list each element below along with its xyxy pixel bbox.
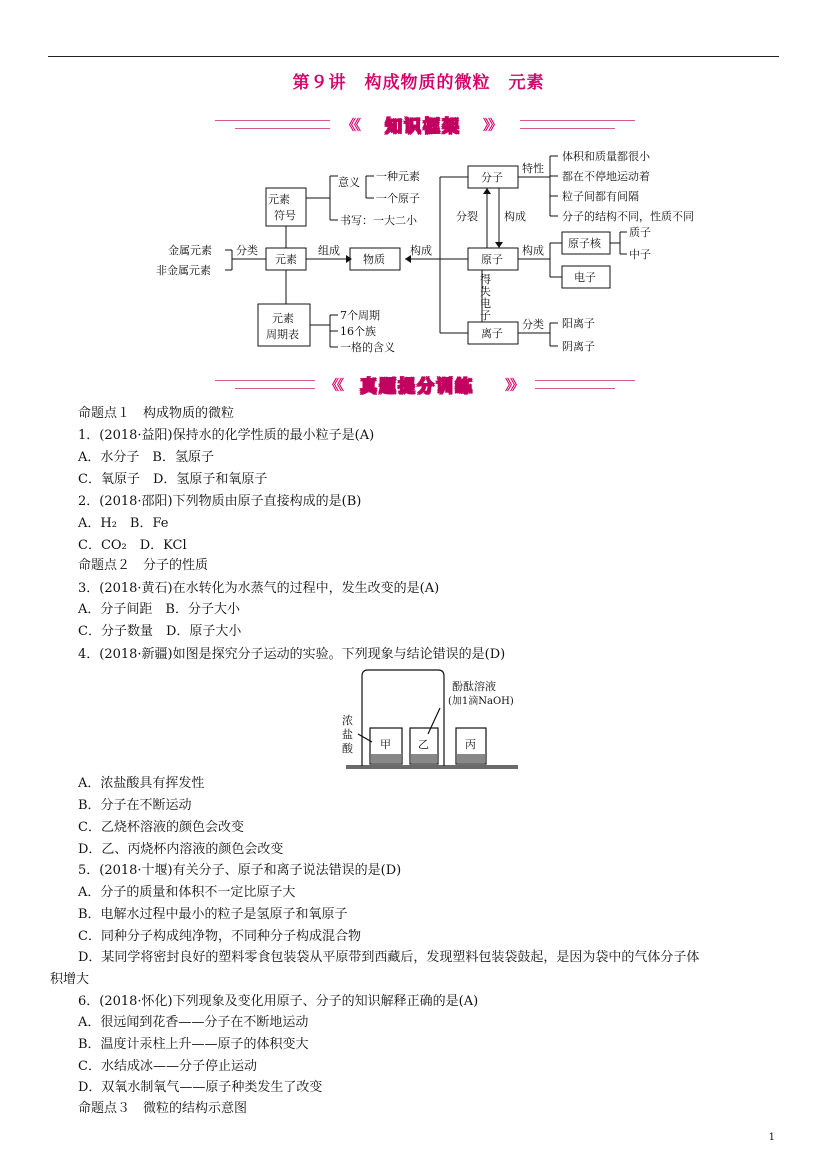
question-6-option-b: B．温度计汞柱上升——原子的体积变大	[78, 1037, 309, 1052]
experiment-figure	[340, 668, 520, 773]
metal-element: 金属元素	[168, 244, 212, 257]
question-5: 5．(2018·十堰)有关分子、原子和离子说法错误的是(D)	[78, 863, 402, 878]
header-rule	[48, 56, 779, 57]
label-classify2: 分类	[522, 318, 544, 331]
anion: 阴离子	[562, 340, 595, 353]
question-4-option-d: D．乙、丙烧杯内溶液的颜色会改变	[78, 842, 284, 857]
question-2-options-cd: C．CO₂ D．KCl	[78, 538, 187, 553]
label-classify: 分类	[236, 244, 258, 257]
question-1-options-ab: A．水分子 B．氢原子	[78, 450, 214, 465]
label-construct: 构成	[410, 244, 432, 257]
meaning-element: 一种元素	[376, 170, 420, 183]
label-trait: 特性	[522, 162, 544, 175]
box-electron: 电子	[574, 271, 596, 284]
label-compose: 组成	[318, 244, 340, 257]
group-count: 16个族	[340, 325, 376, 338]
question-4-option-a: A．浓盐酸具有挥发性	[78, 776, 205, 791]
trait-2: 都在不停地运动着	[562, 170, 650, 183]
section-banner-framework: 《《 知识框架 》》	[215, 110, 655, 140]
gain-lose-3: 电	[480, 297, 491, 310]
gain-lose-2: 失	[480, 285, 491, 298]
label-phenolphthalein: 酚酞溶液	[452, 680, 496, 693]
question-5-option-d: D．某同学将密封良好的塑料零食包装袋从平原带到西藏后，发现塑料包装袋鼓起，是因为袋中的气体分子体	[78, 950, 700, 965]
gain-lose-4: 子	[480, 309, 491, 322]
neutron: 中子	[629, 248, 651, 261]
box-element: 元素	[275, 253, 297, 266]
box-atom: 原子	[481, 253, 503, 266]
section-banner-training: 《《 真题提分训练 》》	[215, 370, 655, 400]
trait-3: 粒子间都有间隔	[562, 190, 639, 203]
topic-heading-1: 命题点１ 构成物质的微粒	[78, 406, 235, 421]
banner-label: 知识框架	[385, 117, 461, 137]
period-count: 7个周期	[340, 309, 380, 322]
question-3: 3．(2018·黄石)在水转化为水蒸气的过程中，发生改变的是(A)	[78, 581, 440, 596]
label-construct2: 构成	[504, 210, 526, 223]
proton: 质子	[629, 226, 651, 239]
concept-diagram	[130, 140, 730, 370]
label-split: 分裂	[456, 210, 478, 223]
beaker-jia: 甲	[380, 738, 391, 751]
label-construct3: 构成	[522, 244, 544, 257]
question-5-option-c: C．同种分子构成纯净物，不同种分子构成混合物	[78, 929, 361, 944]
question-6-option-d: D．双氧水制氧气——原子种类发生了改变	[78, 1080, 323, 1095]
symbol-box-line2: 符号	[274, 209, 296, 222]
question-4-option-b: B．分子在不断运动	[78, 798, 192, 813]
topic-heading-3: 命题点３ 微粒的结构示意图	[78, 1101, 248, 1116]
topic-heading-2: 命题点２ 分子的性质	[78, 558, 209, 573]
question-6-option-a: A．很远闻到花香——分子在不断地运动	[78, 1015, 309, 1030]
symbol-box-line1: 元素	[268, 193, 290, 206]
question-4: 4．(2018·新疆)如图是探究分子运动的实验。下列现象与结论错误的是(D)	[78, 647, 506, 662]
label-acid-2: 盐	[342, 728, 353, 741]
question-6-option-c: C．水结成冰——分子停止运动	[78, 1059, 257, 1074]
table-box-line1: 元素	[272, 312, 294, 325]
trait-4: 分子的结构不同，性质不同	[562, 210, 694, 223]
table-box-line2: 周期表	[266, 328, 299, 341]
trait-1: 体积和质量都很小	[562, 150, 650, 163]
question-3-options-cd: C．分子数量 D．原子大小	[78, 624, 242, 639]
label-acid-3: 酸	[342, 742, 353, 755]
label-writing: 书写：一大二小	[340, 214, 417, 227]
cation: 阳离子	[562, 317, 595, 330]
cell-meaning: 一格的含义	[340, 341, 395, 354]
question-6: 6．(2018·怀化)下列现象及变化用原子、分子的知识解释正确的是(A)	[78, 994, 479, 1009]
question-5-option-d-cont: 积增大	[50, 972, 90, 987]
question-4-option-c: C．乙烧杯溶液的颜色会改变	[78, 820, 244, 835]
box-ion: 离子	[481, 327, 503, 340]
label-acid-1: 浓	[342, 714, 353, 727]
box-nucleus: 原子核	[568, 237, 601, 250]
page-title: 第９讲 构成物质的微粒 元素	[292, 73, 545, 93]
question-2: 2．(2018·邵阳)下列物质由原子直接构成的是(B)	[78, 494, 362, 509]
box-matter: 物质	[363, 253, 385, 266]
box-molecule: 分子	[481, 171, 503, 184]
meaning-atom: 一个原子	[376, 192, 420, 205]
beaker-yi: 乙	[418, 738, 429, 751]
beaker-bing: 丙	[465, 738, 476, 751]
question-1-options-cd: C．氧原子 D．氢原子和氧原子	[78, 472, 268, 487]
nonmetal-element: 非金属元素	[156, 264, 211, 277]
question-3-options-ab: A．分子间距 B．分子大小	[78, 602, 240, 617]
question-2-options-ab: A．H₂ B．Fe	[78, 516, 169, 531]
question-5-option-b: B．电解水过程中最小的粒子是氢原子和氧原子	[78, 907, 348, 922]
banner-label: 真题提分训练	[360, 377, 474, 397]
question-5-option-a: A．分子的质量和体积不一定比原子大	[78, 885, 296, 900]
question-1: 1．(2018·益阳)保持水的化学性质的最小粒子是(A)	[78, 428, 375, 443]
gain-lose-1: 得	[480, 273, 491, 286]
label-meaning: 意义	[338, 176, 360, 189]
label-naoh: (加1滴NaOH)	[448, 696, 514, 707]
page-number: 1	[768, 1132, 775, 1143]
